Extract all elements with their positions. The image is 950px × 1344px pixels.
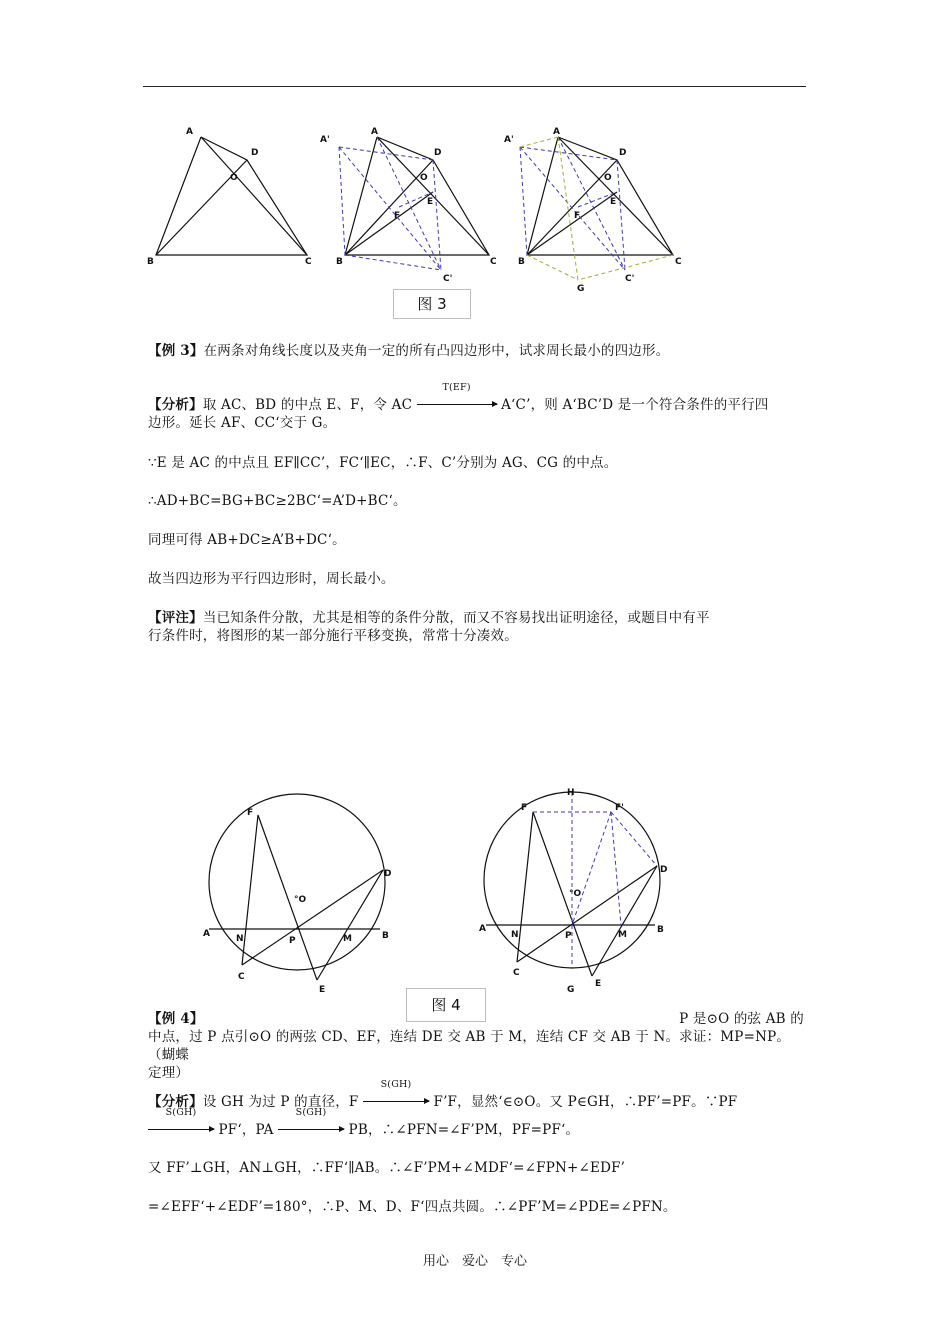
comment-text: 当已知条件分散，尤其是相等的条件分散，而又不容易找出证明途径，或题目中有平 [202, 610, 710, 626]
analysis-4-p1: 设 GH 为过 P 的直径，F [202, 1094, 359, 1110]
analysis-4 [148, 1079, 806, 1139]
analysis-4-p3: PF‘，PA [218, 1122, 274, 1138]
fig4-label: C [238, 972, 245, 982]
example-3 [148, 342, 806, 360]
analysis-4-p2: F’F，显然‘∈⊙O。又 P∈GH，∴PF’=PF。∵PF [433, 1094, 738, 1110]
fig4-label: F [247, 808, 254, 818]
analysis-4-tag: 【分析】 [148, 1094, 203, 1110]
comment-tag: 【评注】 [148, 610, 203, 626]
fig4-label: B [382, 931, 389, 941]
analysis-3-tag: 【分析】 [148, 397, 203, 413]
example-4 [148, 1010, 806, 1082]
symmetry-arrow [278, 1107, 344, 1139]
symmetry-arrow-label: S(GH) [380, 1079, 412, 1090]
header-rule [143, 86, 806, 87]
example-4-line2: 中点，过 P 点引⊙O 的两弦 CD、EF，连结 DE 交 AB 于 M，连结 CF 交 AB 于 N。求证：MP=NP。（蝴蝶 [148, 1029, 791, 1063]
fig3-label: E [610, 197, 617, 207]
fig4-label: F [521, 803, 528, 813]
proof-line-1: ∵E 是 AC 的中点且 EF∥CC’，FC‘∥EC，∴F、C’分别为 AG、CG 的中点。 [148, 455, 618, 471]
analysis-3 [148, 382, 806, 432]
fig3-label: G [577, 284, 585, 294]
translation-arrow [417, 382, 497, 414]
translation-arrow-label: T(EF) [442, 382, 471, 393]
fig3-label: A [371, 127, 378, 137]
fig4-label: M [343, 934, 352, 944]
proof-line-2: ∴AD+BC=BG+BC≥2BC‘=A’D+BC‘。 [148, 493, 407, 509]
example-3-tag: 【例 3】 [148, 343, 204, 359]
fig4-label: F' [615, 803, 624, 813]
fig3-label: E [427, 197, 434, 207]
fig4-label: °O [294, 895, 307, 905]
comment-line2: 行条件时，将图形的某一部分施行平移变换，常常十分凑效。 [148, 628, 518, 644]
fig3-label: B [518, 257, 525, 267]
fig3-label: C' [625, 274, 635, 284]
analysis-3-part2: A‘C’，则 A‘BC’D 是一个符合条件的平行四 [501, 397, 769, 413]
fig3-label: A' [504, 135, 514, 145]
analysis-3-part1: 取 AC、BD 的中点 E、F，令 AC [202, 397, 413, 413]
fig4-label: °O [569, 889, 582, 899]
fig4-label: B [657, 925, 664, 935]
fig3-label: F [574, 211, 581, 221]
fig3-label: A [553, 127, 560, 137]
analysis-4-p4: PB，∴∠PFN=∠F’PM，PF=PF‘。 [348, 1122, 580, 1138]
symmetry-arrow [148, 1107, 214, 1139]
fig4-label: D [660, 865, 668, 875]
fig3-label: D [251, 148, 259, 158]
comment [148, 609, 806, 645]
figure-4-diagrams [195, 780, 675, 995]
fig3-label: F [394, 211, 401, 221]
fig4-label: C [513, 968, 520, 978]
fig4-label: G [567, 985, 575, 995]
fig4-label: N [236, 934, 244, 944]
fig3-label: A' [320, 135, 330, 145]
proof-line-3: 同理可得 AB+DC≥A’B+DC‘。 [148, 532, 346, 548]
example-3-text: 在两条对角线长度以及夹角一定的所有凸四边形中，试求周长最小的四边形。 [203, 343, 670, 359]
figure-3-diagrams [140, 125, 700, 295]
fig4-label: A [203, 929, 210, 939]
fig3-label: A [186, 127, 193, 137]
fig4-label: M [618, 930, 627, 940]
fig4-label: N [511, 930, 519, 940]
analysis-4-line4: =∠EFF‘+∠EDF’=180°，∴P、M、D、F‘四点共圆。∴∠PF’M=∠PDE=∠PFN。 [148, 1199, 677, 1215]
fig4-label: P [289, 936, 296, 946]
page-footer: 用心 爱心 专心 [422, 1254, 527, 1269]
fig4-label: P [565, 931, 572, 941]
fig4-label: E [595, 979, 602, 989]
fig3-label: D [619, 148, 627, 158]
fig3-label: O [230, 173, 238, 183]
fig3-label: B [147, 257, 154, 267]
fig3-label: C [675, 257, 682, 267]
example-4-right: P 是⊙O 的弦 AB 的 [679, 1011, 804, 1027]
fig3-label: C' [443, 274, 453, 284]
analysis-4-line3: 又 FF’⊥GH，AN⊥GH，∴FF‘∥AB。∴∠F’PM+∠MDF‘=∠FPN+∠EDF’ [148, 1160, 626, 1176]
fig4-label: D [384, 869, 392, 879]
fig4-label: H [567, 788, 575, 798]
analysis-3-line2: 边形。延长 AF、CC‘交于 G。 [148, 415, 337, 431]
fig3-label: D [434, 148, 442, 158]
example-4-tag: 【例 4】 [148, 1011, 204, 1027]
fig4-label: A [479, 924, 486, 934]
fig3-label: O [604, 173, 612, 183]
proof-line-4: 故当四边形为平行四边形时，周长最小。 [148, 571, 395, 587]
fig3-label: C [490, 257, 497, 267]
fig3-label: B [336, 257, 343, 267]
fig4-label: E [319, 985, 326, 995]
symmetry-arrow [363, 1079, 429, 1111]
fig3-label: C [305, 257, 312, 267]
symmetry-arrow-label: S(GH) [165, 1107, 197, 1118]
figure-3-caption: 图 3 [393, 289, 471, 319]
example-4-line3: 定理） [148, 1065, 190, 1081]
symmetry-arrow-label: S(GH) [295, 1107, 327, 1118]
figure-4-caption: 图 4 [406, 988, 486, 1022]
fig3-label: O [420, 173, 428, 183]
